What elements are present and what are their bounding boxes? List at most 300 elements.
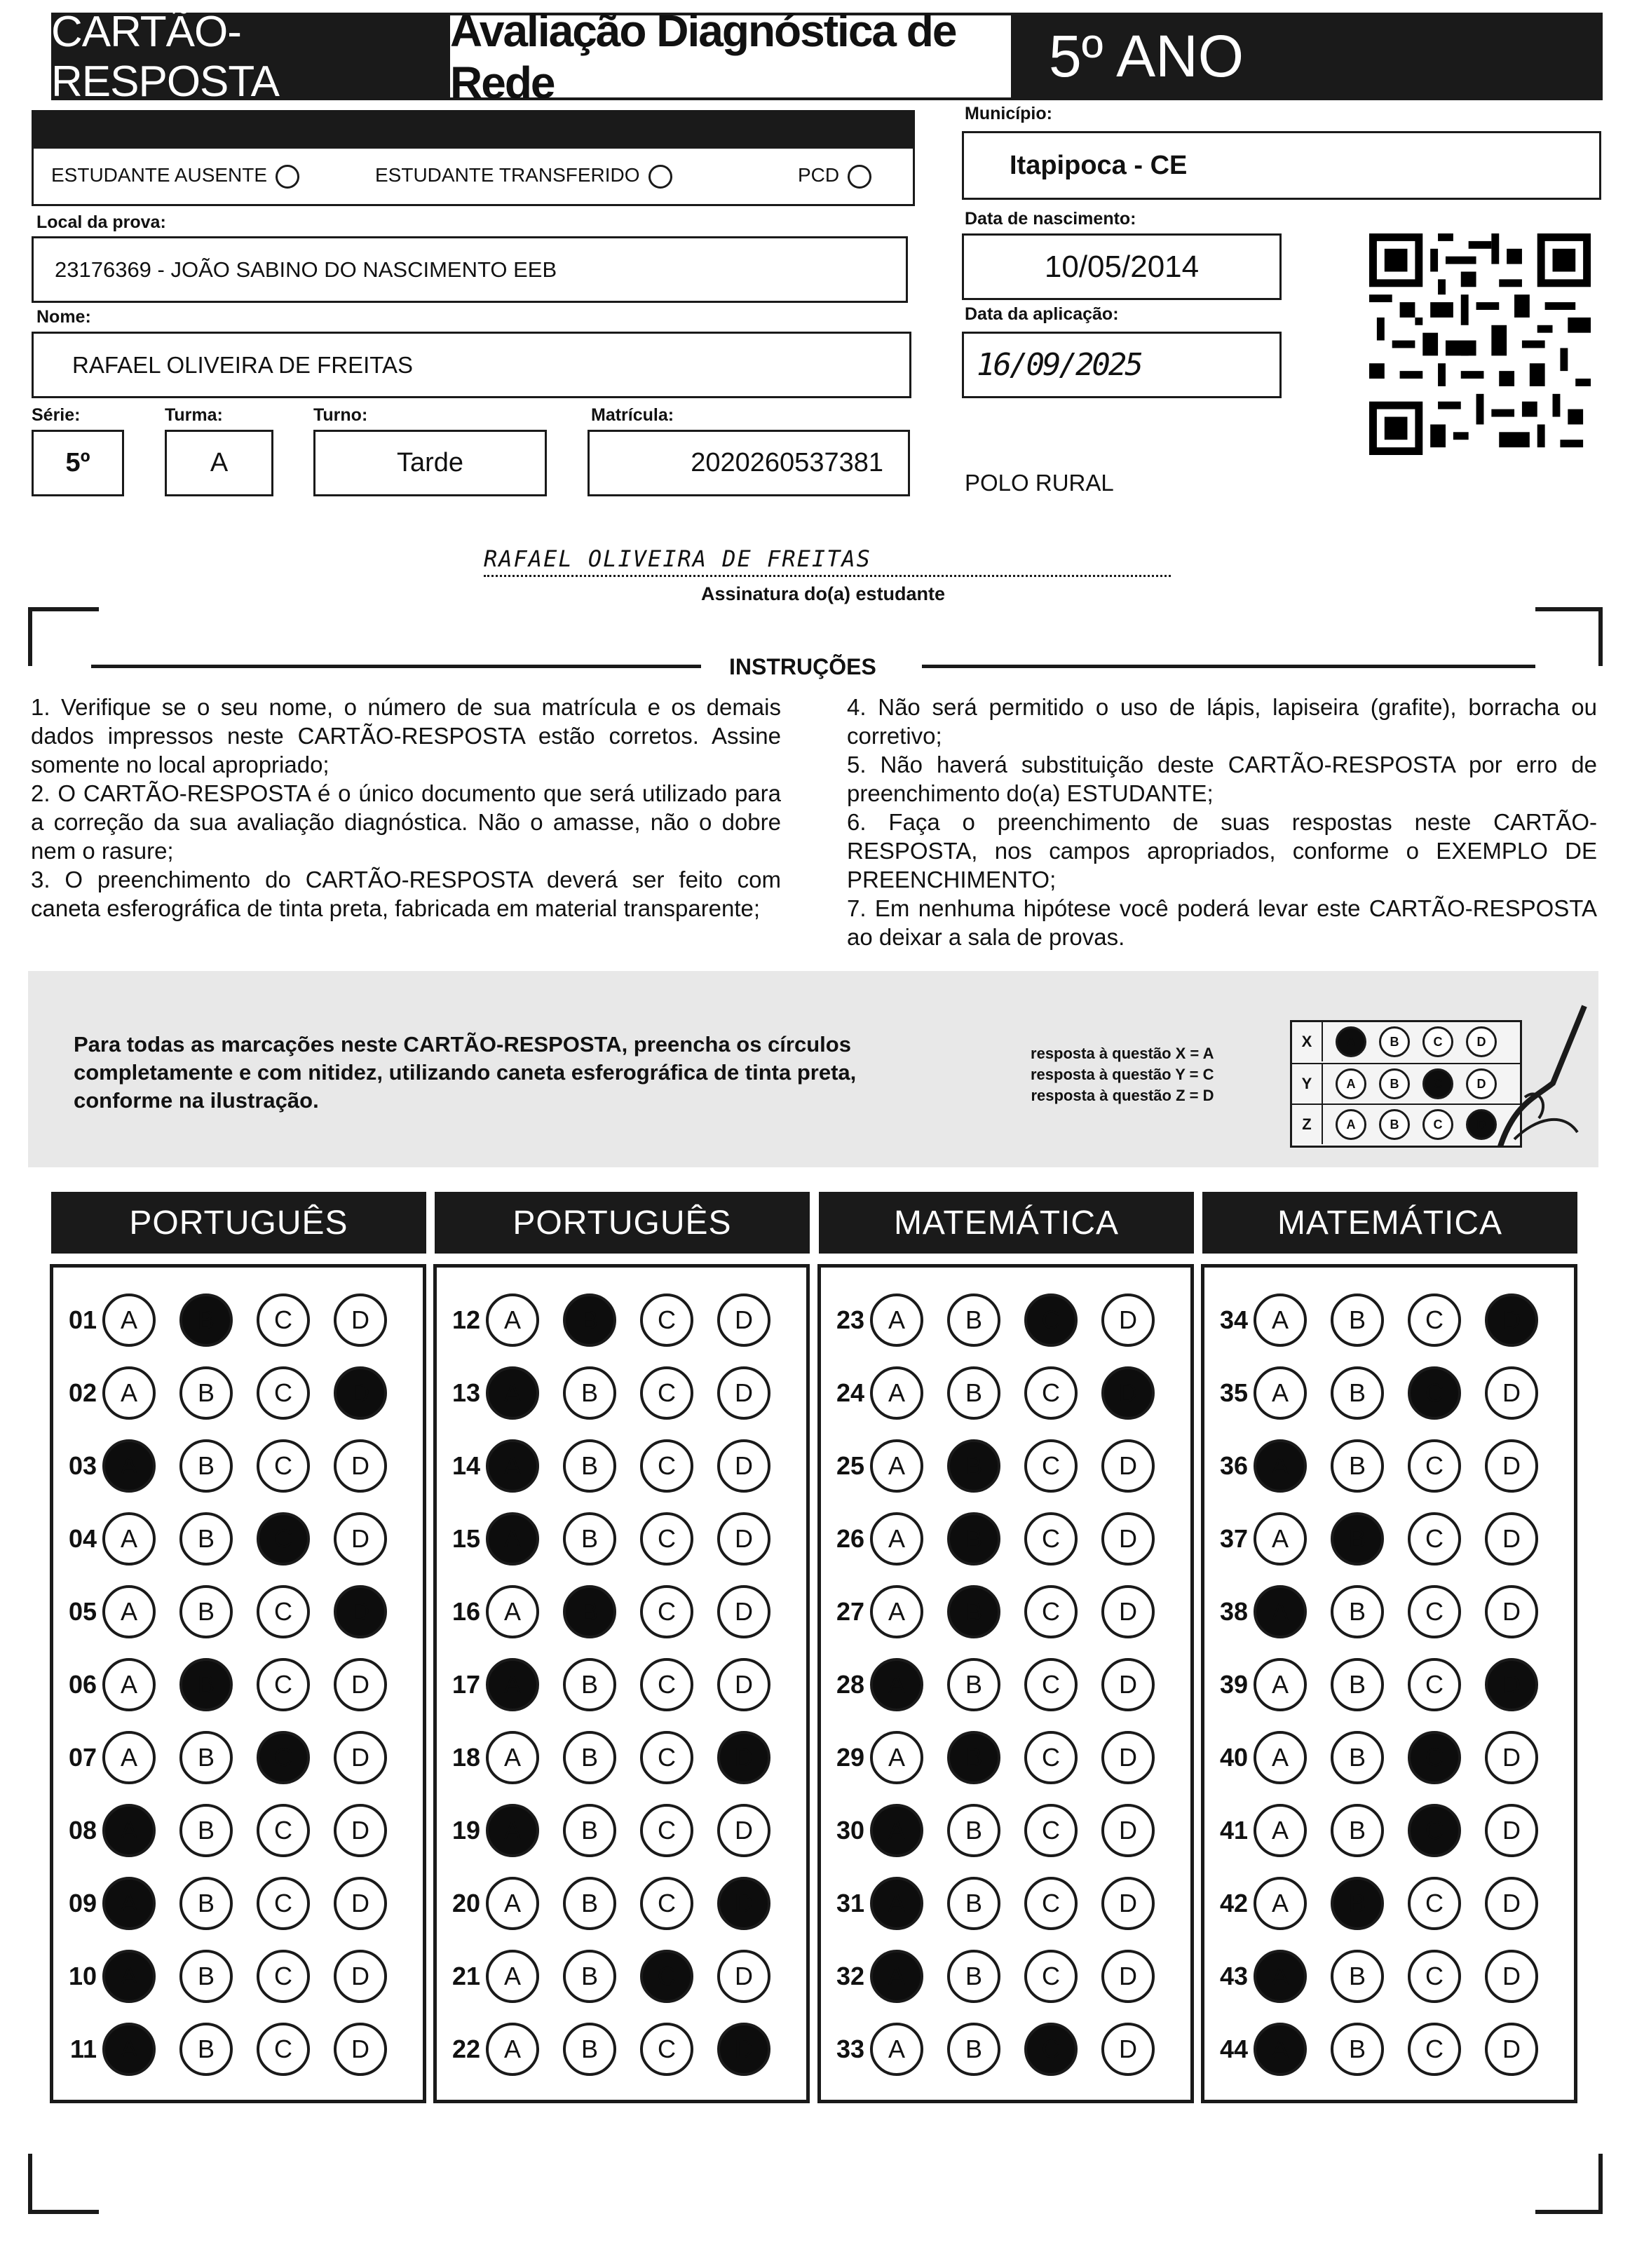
answer-bubble-a[interactable]: A xyxy=(870,1950,923,2003)
answer-bubble-c[interactable]: C xyxy=(1024,1439,1078,1493)
question-row xyxy=(821,1657,1179,1713)
answer-bubble-c[interactable]: C xyxy=(640,1512,693,1566)
question-row xyxy=(53,1365,411,1421)
local-field: 23176369 - JOÃO SABINO DO NASCIMENTO EEB xyxy=(32,236,908,303)
card-title: CARTÃO-RESPOSTA xyxy=(51,13,447,100)
example-bubble-c: C xyxy=(1422,1026,1453,1057)
legend-line: resposta à questão Y = C xyxy=(1031,1066,1214,1083)
question-number: 24 xyxy=(836,1378,864,1407)
answer-bubble-d[interactable]: D xyxy=(1485,1731,1538,1784)
transferred-label: ESTUDANTE TRANSFERIDO xyxy=(375,164,640,186)
answer-bubble-b[interactable]: B xyxy=(179,1512,233,1566)
answer-bubble-a[interactable]: A xyxy=(486,1658,539,1711)
answer-bubble-a[interactable]: A xyxy=(1254,1731,1307,1784)
answer-bubble-c[interactable]: C xyxy=(1024,1658,1078,1711)
answer-bubble-c[interactable]: C xyxy=(257,2023,310,2076)
question-row xyxy=(53,1730,411,1786)
question-row xyxy=(821,2021,1179,2077)
answer-bubble-b[interactable]: B xyxy=(1331,1804,1384,1857)
example-bubble-b: B xyxy=(1379,1068,1410,1099)
question-row xyxy=(821,1584,1179,1640)
answer-bubble-b[interactable]: B xyxy=(1331,1658,1384,1711)
instructions-rule-left xyxy=(91,665,701,668)
answer-bubble-b[interactable]: B xyxy=(563,1293,616,1347)
answer-bubble-b[interactable]: B xyxy=(563,1658,616,1711)
answer-bubble-a[interactable]: A xyxy=(870,1877,923,1930)
answer-bubble-b[interactable]: B xyxy=(179,1804,233,1857)
column-header-3: MATEMÁTICA xyxy=(819,1192,1194,1254)
question-number: 19 xyxy=(451,1816,480,1845)
fill-example-banner xyxy=(28,971,1598,1167)
answer-bubble-a[interactable]: A xyxy=(1254,1658,1307,1711)
answer-bubble-d[interactable]: D xyxy=(717,1950,770,2003)
answer-bubble-c[interactable]: C xyxy=(1408,1804,1461,1857)
question-number: 39 xyxy=(1219,1670,1248,1699)
local-label: Local da prova: xyxy=(36,212,166,232)
answer-bubble-b[interactable]: B xyxy=(179,1439,233,1493)
answer-bubble-a[interactable]: A xyxy=(1254,1439,1307,1493)
assessment-title: Avaliação Diagnóstica de Rede xyxy=(447,13,1014,100)
answer-bubble-a[interactable]: A xyxy=(870,1366,923,1420)
question-row xyxy=(821,1730,1179,1786)
answer-bubble-c[interactable]: C xyxy=(640,2023,693,2076)
question-row xyxy=(821,1802,1179,1859)
answer-bubble-b[interactable]: B xyxy=(1331,1950,1384,2003)
answer-bubble-b[interactable]: B xyxy=(1331,1877,1384,1930)
question-number: 05 xyxy=(68,1597,97,1626)
answer-bubble-c[interactable]: C xyxy=(640,1804,693,1857)
answer-bubble-b[interactable]: B xyxy=(179,1293,233,1347)
answer-bubble-a[interactable]: A xyxy=(102,1366,156,1420)
answer-bubble-c[interactable]: C xyxy=(257,1366,310,1420)
example-bubble-d: D xyxy=(1466,1026,1497,1057)
answer-bubble-d[interactable]: D xyxy=(1101,1512,1155,1566)
answer-bubble-d[interactable]: D xyxy=(717,1658,770,1711)
answer-bubble-d[interactable]: D xyxy=(1101,1585,1155,1638)
answer-bubble-a[interactable]: A xyxy=(486,1950,539,2003)
question-number: 33 xyxy=(836,2035,864,2063)
answer-bubble-d[interactable]: D xyxy=(1485,1950,1538,2003)
answer-bubble-b[interactable]: B xyxy=(1331,2023,1384,2076)
question-row xyxy=(821,1292,1179,1348)
answer-bubble-d[interactable]: D xyxy=(1485,1366,1538,1420)
question-row xyxy=(437,1438,794,1494)
answer-bubble-b[interactable]: B xyxy=(179,2023,233,2076)
answer-bubble-d[interactable]: D xyxy=(717,1512,770,1566)
answer-bubble-c[interactable]: C xyxy=(1024,2023,1078,2076)
example-bubble-b: B xyxy=(1379,1026,1410,1057)
question-number: 25 xyxy=(836,1451,864,1480)
fill-example-legend xyxy=(1031,1043,1214,1106)
question-number: 37 xyxy=(1219,1524,1248,1553)
matricula-label: Matrícula: xyxy=(591,405,674,425)
example-row-label: Y xyxy=(1292,1064,1323,1104)
name-field: RAFAEL OLIVEIRA DE FREITAS xyxy=(32,332,911,398)
question-number: 12 xyxy=(451,1305,480,1334)
answer-bubble-b[interactable]: B xyxy=(1331,1512,1384,1566)
answer-bubble-a[interactable]: A xyxy=(870,1731,923,1784)
answer-bubble-b[interactable]: B xyxy=(947,1950,1000,2003)
answer-bubble-c[interactable]: C xyxy=(640,1950,693,2003)
answer-bubble-b[interactable]: B xyxy=(947,1731,1000,1784)
answer-bubble-c[interactable]: C xyxy=(1024,1512,1078,1566)
question-number: 20 xyxy=(451,1889,480,1917)
instruction-item: 5. Não haverá substituição deste CARTÃO-RESPOSTA por erro de preenchimento do(a) ESTUDANTE; xyxy=(847,752,1597,806)
answer-bubble-d[interactable]: D xyxy=(334,1512,387,1566)
question-number: 40 xyxy=(1219,1743,1248,1772)
answer-bubble-b[interactable]: B xyxy=(563,1731,616,1784)
answer-bubble-c[interactable]: C xyxy=(640,1877,693,1930)
answer-bubble-c[interactable]: C xyxy=(257,1804,310,1857)
answer-bubble-a[interactable]: A xyxy=(870,1439,923,1493)
answer-bubble-a[interactable]: A xyxy=(870,1293,923,1347)
answer-bubble-c[interactable]: C xyxy=(1408,1293,1461,1347)
answer-bubble-d[interactable]: D xyxy=(1485,1658,1538,1711)
answer-bubble-a[interactable]: A xyxy=(102,1512,156,1566)
instruction-item: 1. Verifique se o seu nome, o número de sua matrícula e os demais dados impressos neste CARTÃO-RESPOSTA estão corretos. Assine somente no local apropriado; xyxy=(31,694,781,777)
answer-bubble-b[interactable]: B xyxy=(563,1366,616,1420)
municipio-field: Itapipoca - CE xyxy=(962,131,1601,200)
status-options xyxy=(32,147,915,206)
question-row xyxy=(1204,1875,1562,1931)
answer-bubble-b[interactable]: B xyxy=(1331,1439,1384,1493)
answer-bubble-b[interactable]: B xyxy=(947,1366,1000,1420)
answer-bubble-c[interactable]: C xyxy=(640,1439,693,1493)
answer-bubble-d[interactable]: D xyxy=(334,1658,387,1711)
answer-bubble-c[interactable]: C xyxy=(1408,2023,1461,2076)
answer-bubble-b[interactable]: B xyxy=(563,1585,616,1638)
absent-option[interactable] xyxy=(51,164,299,189)
answer-bubble-c[interactable]: C xyxy=(640,1366,693,1420)
answer-bubble-b[interactable]: B xyxy=(563,1804,616,1857)
answer-bubble-a[interactable]: A xyxy=(102,1293,156,1347)
answer-bubble-c[interactable]: C xyxy=(257,1877,310,1930)
corner-mark-bottom-right xyxy=(1535,2154,1603,2214)
answer-bubble-d[interactable]: D xyxy=(1101,1877,1155,1930)
answer-bubble-c[interactable]: C xyxy=(257,1950,310,2003)
question-number: 36 xyxy=(1219,1451,1248,1480)
instruction-item: 4. Não será permitido o uso de lápis, lapiseira (grafite), borracha ou corretivo; xyxy=(847,694,1597,749)
answer-bubble-b[interactable]: B xyxy=(563,1877,616,1930)
qr-code xyxy=(1369,233,1591,455)
answer-bubble-b[interactable]: B xyxy=(947,2023,1000,2076)
transferred-radio[interactable] xyxy=(648,165,672,189)
question-row xyxy=(437,1657,794,1713)
question-row xyxy=(437,1584,794,1640)
instruction-item: 2. O CARTÃO-RESPOSTA é o único documento que será utilizado para a correção da sua avaliação diagnóstica. Não o amasse, não o dobre nem o rasure; xyxy=(31,780,781,864)
answer-bubble-b[interactable]: B xyxy=(179,1877,233,1930)
answer-bubble-a[interactable]: A xyxy=(1254,1512,1307,1566)
answer-bubble-d[interactable]: D xyxy=(334,1366,387,1420)
answer-bubble-b[interactable]: B xyxy=(1331,1585,1384,1638)
question-number: 21 xyxy=(451,1962,480,1990)
answer-bubble-b[interactable]: B xyxy=(947,1293,1000,1347)
answer-bubble-d[interactable]: D xyxy=(717,2023,770,2076)
question-number: 17 xyxy=(451,1670,480,1699)
answer-bubble-a[interactable]: A xyxy=(102,1950,156,2003)
answer-bubble-c[interactable]: C xyxy=(1024,1804,1078,1857)
turno-label: Turno: xyxy=(313,405,368,425)
answer-bubble-b[interactable]: B xyxy=(947,1439,1000,1493)
answer-bubble-c[interactable]: C xyxy=(1024,1731,1078,1784)
answer-bubble-c[interactable]: C xyxy=(1024,1366,1078,1420)
question-number: 02 xyxy=(68,1378,97,1407)
question-row xyxy=(437,1365,794,1421)
birthdate-field: 10/05/2014 xyxy=(962,233,1282,300)
question-number: 07 xyxy=(68,1743,97,1772)
instructions-title: INSTRUÇÕES xyxy=(729,654,876,679)
answer-bubble-d[interactable]: D xyxy=(1485,1512,1538,1566)
answer-bubble-b[interactable]: B xyxy=(179,1950,233,2003)
answer-column-4 xyxy=(1201,1264,1577,2103)
example-bubble-d: D xyxy=(1466,1109,1497,1140)
answer-bubble-b[interactable]: B xyxy=(563,2023,616,2076)
answer-bubble-a[interactable]: A xyxy=(870,1658,923,1711)
question-row xyxy=(53,2021,411,2077)
answer-bubble-a[interactable]: A xyxy=(1254,1366,1307,1420)
answer-bubble-c[interactable]: C xyxy=(1408,1877,1461,1930)
answer-bubble-a[interactable]: A xyxy=(102,1804,156,1857)
answer-bubble-b[interactable]: B xyxy=(179,1658,233,1711)
answer-bubble-b[interactable]: B xyxy=(179,1366,233,1420)
answer-bubble-d[interactable]: D xyxy=(334,1877,387,1930)
application-date-field: 16/09/2025 xyxy=(962,332,1282,398)
answer-bubble-d[interactable]: D xyxy=(1485,1439,1538,1493)
answer-bubble-a[interactable]: A xyxy=(102,1877,156,1930)
answer-bubble-b[interactable]: B xyxy=(947,1512,1000,1566)
answer-bubble-d[interactable]: D xyxy=(334,1293,387,1347)
absent-radio[interactable] xyxy=(276,165,299,189)
answer-bubble-b[interactable]: B xyxy=(1331,1731,1384,1784)
question-number: 44 xyxy=(1219,2035,1248,2063)
question-row xyxy=(53,1511,411,1567)
question-row xyxy=(437,1511,794,1567)
answer-bubble-b[interactable]: B xyxy=(563,1950,616,2003)
column-header-1: PORTUGUÊS xyxy=(51,1192,426,1254)
answer-bubble-a[interactable]: A xyxy=(1254,1293,1307,1347)
answer-bubble-d[interactable]: D xyxy=(1101,1804,1155,1857)
answer-bubble-a[interactable]: A xyxy=(486,1512,539,1566)
status-bar xyxy=(32,110,915,147)
answer-bubble-c[interactable]: C xyxy=(1024,1950,1078,2003)
answer-bubble-a[interactable]: A xyxy=(870,2023,923,2076)
answer-bubble-d[interactable]: D xyxy=(334,1585,387,1638)
question-number: 13 xyxy=(451,1378,480,1407)
question-number: 15 xyxy=(451,1524,480,1553)
question-number: 01 xyxy=(68,1305,97,1334)
question-row xyxy=(53,1875,411,1931)
answer-bubble-a[interactable]: A xyxy=(102,1731,156,1784)
answer-bubble-b[interactable]: B xyxy=(1331,1366,1384,1420)
question-number: 30 xyxy=(836,1816,864,1845)
answer-bubble-c[interactable]: C xyxy=(1408,1950,1461,2003)
answer-bubble-a[interactable]: A xyxy=(102,1658,156,1711)
signature-line[interactable] xyxy=(484,545,1171,577)
question-number: 42 xyxy=(1219,1889,1248,1917)
answer-bubble-a[interactable]: A xyxy=(486,1804,539,1857)
answer-bubble-a[interactable]: A xyxy=(486,1731,539,1784)
question-row xyxy=(821,1438,1179,1494)
answer-bubble-c[interactable]: C xyxy=(1024,1585,1078,1638)
answer-bubble-a[interactable]: A xyxy=(870,1512,923,1566)
answer-bubble-a[interactable]: A xyxy=(1254,1950,1307,2003)
example-bubble-a: A xyxy=(1336,1109,1366,1140)
answer-bubble-d[interactable]: D xyxy=(1101,1366,1155,1420)
question-row xyxy=(53,1584,411,1640)
answer-bubble-a[interactable]: A xyxy=(1254,1877,1307,1930)
answer-bubble-c[interactable]: C xyxy=(640,1293,693,1347)
question-row xyxy=(53,1438,411,1494)
answer-bubble-b[interactable]: B xyxy=(563,1439,616,1493)
legend-line: resposta à questão Z = D xyxy=(1031,1087,1214,1104)
corner-mark-bottom-left xyxy=(28,2154,99,2214)
answer-column-1 xyxy=(50,1264,426,2103)
answer-bubble-d[interactable]: D xyxy=(334,2023,387,2076)
answer-bubble-c[interactable]: C xyxy=(640,1658,693,1711)
answer-bubble-c[interactable]: C xyxy=(257,1512,310,1566)
question-number: 43 xyxy=(1219,1962,1248,1990)
question-number: 29 xyxy=(836,1743,864,1772)
answer-bubble-c[interactable]: C xyxy=(1408,1366,1461,1420)
answer-bubble-d[interactable]: D xyxy=(1485,1585,1538,1638)
answer-bubble-d[interactable]: D xyxy=(1485,2023,1538,2076)
question-number: 18 xyxy=(451,1743,480,1772)
instructions-right xyxy=(847,693,1597,951)
question-number: 14 xyxy=(451,1451,480,1480)
answer-bubble-c[interactable]: C xyxy=(640,1731,693,1784)
application-date-label: Data da aplicação: xyxy=(965,304,1119,324)
answer-bubble-a[interactable]: A xyxy=(486,1877,539,1930)
question-number: 22 xyxy=(451,2035,480,2063)
answer-bubble-c[interactable]: C xyxy=(1408,1512,1461,1566)
question-row xyxy=(1204,1584,1562,1640)
answer-bubble-d[interactable]: D xyxy=(1485,1293,1538,1347)
answer-bubble-b[interactable]: B xyxy=(947,1658,1000,1711)
name-label: Nome: xyxy=(36,307,91,327)
answer-bubble-d[interactable]: D xyxy=(1485,1804,1538,1857)
example-row-label: X xyxy=(1292,1022,1323,1061)
question-number: 10 xyxy=(68,1962,97,1990)
answer-bubble-a[interactable]: A xyxy=(486,1439,539,1493)
answer-bubble-d[interactable]: D xyxy=(334,1804,387,1857)
column-header-2: PORTUGUÊS xyxy=(435,1192,810,1254)
answer-bubble-d[interactable]: D xyxy=(717,1439,770,1493)
question-row xyxy=(1204,1292,1562,1348)
answer-bubble-c[interactable]: C xyxy=(257,1585,310,1638)
answer-bubble-d[interactable]: D xyxy=(717,1293,770,1347)
answer-bubble-c[interactable]: C xyxy=(1024,1877,1078,1930)
answer-bubble-a[interactable]: A xyxy=(870,1804,923,1857)
example-row-label: Z xyxy=(1292,1105,1323,1144)
question-number: 38 xyxy=(1219,1597,1248,1626)
legend-line: resposta à questão X = A xyxy=(1031,1045,1214,1062)
answer-bubble-a[interactable]: A xyxy=(486,1293,539,1347)
answer-bubble-d[interactable]: D xyxy=(717,1366,770,1420)
answer-bubble-d[interactable]: D xyxy=(1101,2023,1155,2076)
serie-field: 5º xyxy=(32,430,124,496)
answer-bubble-c[interactable]: C xyxy=(257,1731,310,1784)
answer-bubble-b[interactable]: B xyxy=(179,1585,233,1638)
answer-bubble-b[interactable]: B xyxy=(947,1585,1000,1638)
question-number: 28 xyxy=(836,1670,864,1699)
answer-bubble-c[interactable]: C xyxy=(1408,1731,1461,1784)
example-bubble-c: C xyxy=(1422,1068,1453,1099)
question-number: 27 xyxy=(836,1597,864,1626)
answer-bubble-d[interactable]: D xyxy=(334,1950,387,2003)
question-row xyxy=(1204,2021,1562,2077)
question-number: 35 xyxy=(1219,1378,1248,1407)
birthdate-label: Data de nascimento: xyxy=(965,209,1136,229)
answer-bubble-c[interactable]: C xyxy=(1408,1439,1461,1493)
answer-bubble-d[interactable]: D xyxy=(334,1731,387,1784)
answer-bubble-a[interactable]: A xyxy=(870,1585,923,1638)
turno-field: Tarde xyxy=(313,430,547,496)
answer-bubble-c[interactable]: C xyxy=(640,1585,693,1638)
example-bubble-a: A xyxy=(1336,1068,1366,1099)
answer-bubble-c[interactable]: C xyxy=(257,1293,310,1347)
answer-bubble-d[interactable]: D xyxy=(1101,1731,1155,1784)
answer-bubble-d[interactable]: D xyxy=(1101,1293,1155,1347)
answer-bubble-c[interactable]: C xyxy=(257,1658,310,1711)
question-number: 06 xyxy=(68,1670,97,1699)
answer-bubble-d[interactable]: D xyxy=(717,1731,770,1784)
answer-bubble-d[interactable]: D xyxy=(1101,1439,1155,1493)
answer-bubble-b[interactable]: B xyxy=(179,1731,233,1784)
question-row xyxy=(437,2021,794,2077)
pcd-radio[interactable] xyxy=(848,165,871,189)
instructions-left xyxy=(31,693,781,923)
pcd-option[interactable] xyxy=(798,164,871,189)
transferred-option[interactable] xyxy=(375,164,672,189)
answer-bubble-c[interactable]: C xyxy=(1024,1293,1078,1347)
answer-bubble-a[interactable]: A xyxy=(102,1439,156,1493)
question-number: 08 xyxy=(68,1816,97,1845)
answer-column-3 xyxy=(817,1264,1194,2103)
answer-bubble-d[interactable]: D xyxy=(334,1439,387,1493)
pcd-label: PCD xyxy=(798,164,840,186)
answer-bubble-a[interactable]: A xyxy=(1254,1585,1307,1638)
answer-bubble-a[interactable]: A xyxy=(102,2023,156,2076)
answer-bubble-c[interactable]: C xyxy=(257,1439,310,1493)
answer-bubble-b[interactable]: B xyxy=(1331,1293,1384,1347)
answer-bubble-b[interactable]: B xyxy=(947,1804,1000,1857)
answer-bubble-a[interactable]: A xyxy=(1254,2023,1307,2076)
answer-bubble-b[interactable]: B xyxy=(947,1877,1000,1930)
answer-bubble-c[interactable]: C xyxy=(1408,1585,1461,1638)
answer-bubble-d[interactable]: D xyxy=(1485,1877,1538,1930)
question-row xyxy=(437,1730,794,1786)
answer-bubble-a[interactable]: A xyxy=(486,2023,539,2076)
question-row xyxy=(53,1292,411,1348)
answer-bubble-b[interactable]: B xyxy=(563,1512,616,1566)
question-row xyxy=(1204,1657,1562,1713)
answer-bubble-a[interactable]: A xyxy=(486,1366,539,1420)
answer-bubble-d[interactable]: D xyxy=(717,1585,770,1638)
corner-mark-top-right xyxy=(1535,607,1603,666)
answer-bubble-d[interactable]: D xyxy=(1101,1658,1155,1711)
instructions-rule-right xyxy=(922,665,1535,668)
answer-bubble-d[interactable]: D xyxy=(717,1804,770,1857)
question-number: 11 xyxy=(69,2035,97,2063)
answer-bubble-d[interactable]: D xyxy=(717,1877,770,1930)
answer-bubble-a[interactable]: A xyxy=(486,1585,539,1638)
answer-bubble-a[interactable]: A xyxy=(1254,1804,1307,1857)
answer-bubble-d[interactable]: D xyxy=(1101,1950,1155,2003)
question-row xyxy=(437,1948,794,2004)
answer-bubble-a[interactable]: A xyxy=(102,1585,156,1638)
answer-bubble-c[interactable]: C xyxy=(1408,1658,1461,1711)
instruction-item: 3. O preenchimento do CARTÃO-RESPOSTA deverá ser feito com caneta esferográfica de tinta preta, fabricada em material transparente; xyxy=(31,867,781,921)
